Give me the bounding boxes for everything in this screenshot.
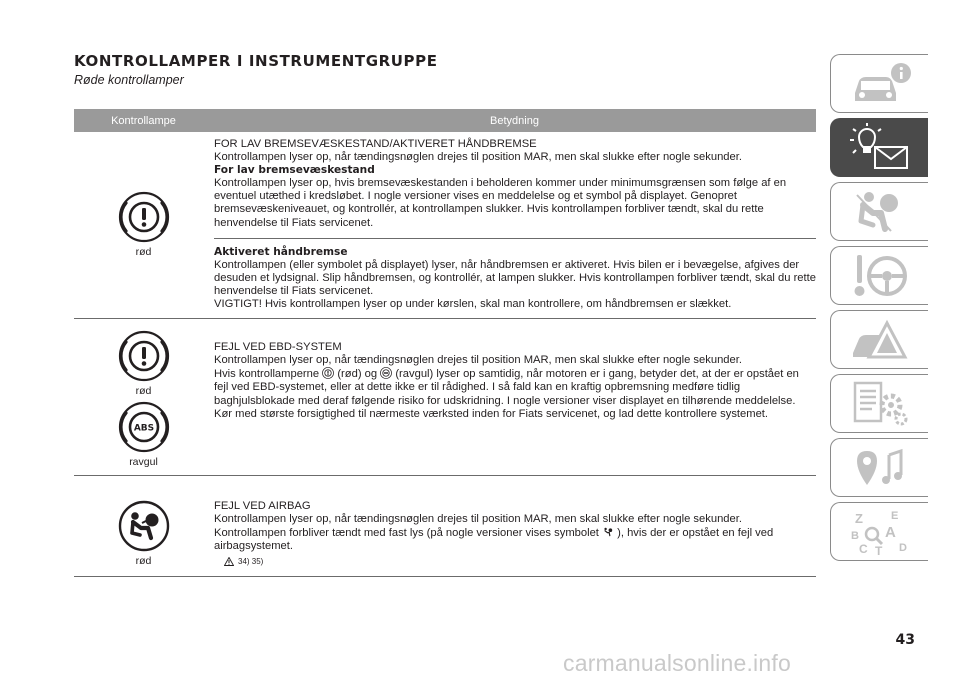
column-header-meaning: Betydning [490, 114, 539, 127]
index-letter: C [858, 541, 868, 556]
tab-seats-safety[interactable] [830, 182, 928, 241]
symbol-cell [74, 330, 213, 468]
maintenance-icon [845, 379, 915, 429]
brake-warning-icon [322, 367, 334, 379]
meaning-cell [213, 341, 816, 468]
page-header [74, 52, 438, 87]
index-letter: B [850, 529, 859, 542]
watermark: carmanualsonline.info [563, 650, 791, 676]
paragraph: Kontrollampen lyser op, når tændingsnøglen drejes til position MAR, men skal slukke efter nogle sekunder. [214, 513, 742, 526]
steering-wheel-icon [845, 251, 915, 301]
table-row [74, 476, 816, 577]
section-heading: FOR LAV BREMSEVÆSKESTAND/AKTIVERET HÅNDBREMSE [214, 138, 537, 150]
index-letter: D [898, 541, 907, 554]
paragraph [214, 367, 816, 420]
references [214, 557, 816, 566]
emergency-triangle-icon [845, 315, 915, 365]
tab-warning-lights[interactable] [830, 118, 928, 177]
abs-label: ABS [133, 423, 154, 434]
table-header [74, 109, 816, 132]
index-letter: T [874, 543, 882, 557]
warning-lights-icon [845, 123, 915, 173]
index-letter: E [890, 509, 898, 522]
index-letter: A [884, 523, 896, 541]
text-fragment: Kontrollampen forbliver tændt med fast lys (på nogle versioner vises symbolet [214, 527, 599, 540]
tab-driving[interactable] [830, 246, 928, 305]
seat-airbag-icon [845, 187, 915, 237]
brake-warning-icon [118, 191, 170, 243]
abs-warning-icon [118, 401, 170, 453]
symbol-cell [74, 138, 213, 311]
airbag-icon [602, 526, 614, 538]
subheading: For lav bremsevæskestand [214, 164, 375, 177]
section-heading: FEJL VED AIRBAG [214, 500, 311, 513]
color-caption: rød [135, 385, 152, 398]
section-heading: FEJL VED EBD-SYSTEM [214, 341, 342, 354]
table-row [74, 319, 816, 476]
airbag-warning-icon [118, 500, 170, 552]
chapter-sidebar [830, 54, 928, 566]
reference-numbers: 34) 35) [238, 556, 264, 566]
text-fragment: (ravgul) lyser op samtidig, når motoren er i gang, betyder det, at der er opstået en fejl ved EBD-systemet, eller at dette ikke er til rådighed. I så fald kan en kraftig opbremsning medføre tidlig baghjulsblokade med deraf følgende risiko for udskridning. I nogle versioner viser displayet en tilhørende meddelelse. Kør med største forsigtighed til nærmeste værksted inden for Fiats servicenet, og lad dette kontrollere systemet. [214, 368, 799, 420]
color-caption: rød [135, 246, 152, 259]
text-fragment: Hvis kontrollamperne [214, 368, 320, 381]
text-fragment: ), hvis der er opstået en fejl ved airbagsystemet. [214, 527, 774, 553]
page-title: KONTROLLAMPER I INSTRUMENTGRUPPE [74, 52, 438, 70]
paragraph: Kontrollampen lyser op, hvis bremsevæskestanden i beholderen kommer under minimumsgrænsen som følge af en eventuel utæthed i kredsløbet. I nogle versioner vises en meddelelse og et symbol på displayet. Genopret bremsevæskeniveauet, og kontrollér, at kontrollampen slukker. Hvis kontrollampen forbliver tændt, skal du rette henvendelse til Fiats servicenet. [214, 177, 787, 229]
tab-car-info[interactable] [830, 54, 928, 113]
tab-index[interactable] [830, 502, 928, 561]
page-subtitle: Røde kontrollamper [74, 73, 184, 87]
paragraph: Kontrollampen lyser op, når tændingsnøglen drejes til position MAR, men skal slukke efter nogle sekunder. [214, 151, 742, 164]
tab-maintenance[interactable] [830, 374, 928, 433]
color-caption: rød [135, 555, 152, 568]
multimedia-icon [845, 443, 915, 493]
paragraph: Kontrollampen (eller symbolet på displayet) lyser, når håndbremsen er aktiveret. Hvis bilen er i bevægelse, afgives der desuden et lydsignal. Slip håndbremsen, og kontrollér, at lampen slukker. Hvis kontrollampen forbliver tændt, skal du rette henvendelse til Fiats servicenet. [214, 258, 816, 297]
meaning-cell [213, 138, 816, 311]
text-fragment: (rød) og [337, 368, 378, 381]
abs-warning-icon [380, 367, 392, 379]
subsection [214, 238, 816, 311]
tab-emergency[interactable] [830, 310, 928, 369]
paragraph: VIGTIGT! Hvis kontrollampen lyser op under kørslen, skal man kontrollere, om håndbremsen er slækket. [214, 298, 732, 311]
car-info-icon [845, 59, 915, 109]
warning-triangle-icon [224, 557, 234, 566]
subheading: Aktiveret håndbremse [214, 245, 348, 258]
paragraph [214, 526, 816, 553]
indicator-table [74, 109, 816, 577]
paragraph: Kontrollampen lyser op, når tændingsnøglen drejes til position MAR, men skal slukke efter nogle sekunder. [214, 354, 742, 367]
meaning-cell [213, 500, 816, 567]
color-caption: ravgul [129, 456, 158, 469]
index-letter: Z [854, 510, 863, 526]
tab-multimedia[interactable] [830, 438, 928, 497]
brake-warning-icon [118, 330, 170, 382]
alphabetical-index-icon [845, 507, 915, 557]
table-row [74, 138, 816, 319]
symbol-cell [74, 500, 213, 567]
column-header-indicator: Kontrollampe [111, 114, 176, 127]
page-number: 43 [895, 632, 915, 648]
